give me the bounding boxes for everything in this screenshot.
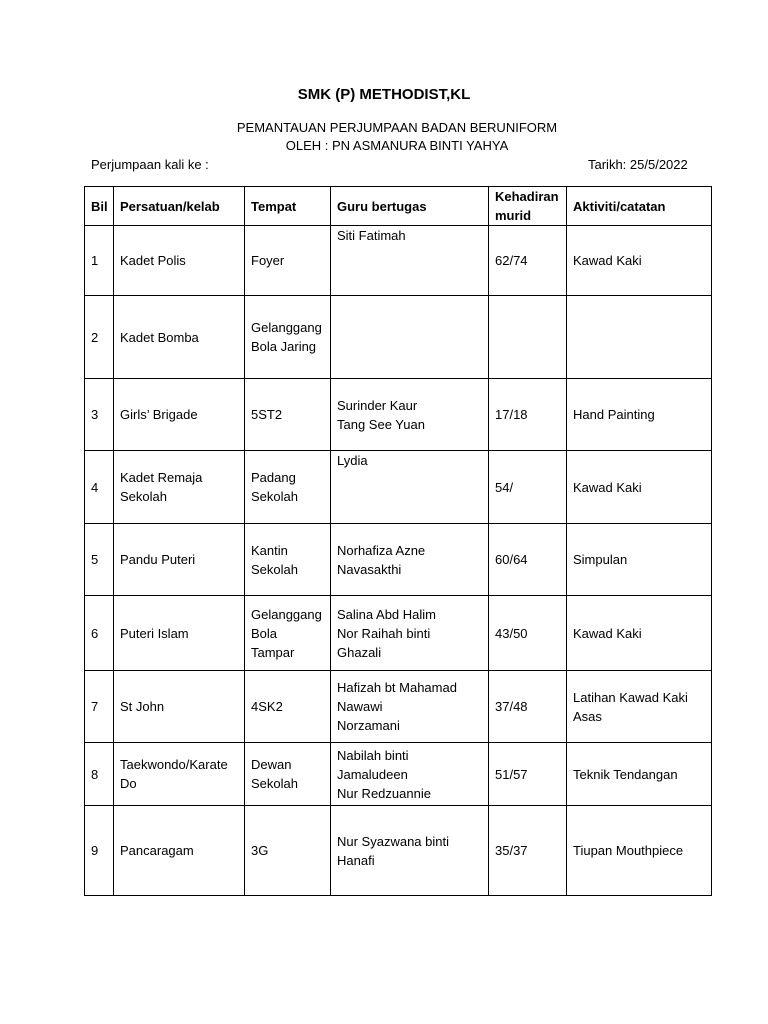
cell-aktiviti-line: Teknik Tendangan: [573, 766, 678, 782]
cell-guru-line: Norzamani: [337, 718, 400, 733]
cell-aktiviti-line: Kawad Kaki: [573, 625, 642, 641]
cell-kehadiran: 60/64: [489, 524, 567, 596]
cell-guru-line: Jamaludeen: [337, 766, 408, 782]
cell-kehadiran: 54/: [489, 451, 567, 524]
cell-persatuan-line: St John: [120, 699, 165, 714]
cell-guru-line: Nur Redzuannie: [337, 785, 431, 801]
table-row: [85, 226, 712, 296]
cell-persatuan-line: Kadet Polis: [120, 253, 186, 268]
cell-persatuan-line: Puteri Islam: [120, 625, 189, 641]
cell-tempat: [245, 524, 331, 596]
cell-tempat-line: Gelanggang: [251, 606, 322, 622]
cell-kehadiran: [489, 296, 567, 379]
cell-guru-line: Navasakthi: [337, 561, 402, 577]
cell-aktiviti-line: Asas: [573, 708, 602, 724]
column-header-aktiviti: Aktiviti/catatan: [567, 187, 712, 226]
cell-kehadiran: 62/74: [489, 226, 567, 296]
cell-guru: [331, 226, 489, 296]
cell-tempat-line: Padang: [251, 470, 296, 485]
table-row: [85, 671, 712, 743]
cell-persatuan-line: Pancaragam: [120, 843, 194, 858]
cell-guru-line: Tang See Yuan: [337, 416, 425, 432]
cell-guru-line: Lydia: [337, 453, 368, 468]
cell-aktiviti: [567, 451, 712, 524]
table-row: [85, 806, 712, 896]
table-body: [85, 226, 712, 896]
school-title: SMK (P) METHODIST,KL: [297, 86, 471, 103]
cell-persatuan-line: Do: [120, 776, 137, 791]
cell-persatuan-line: Pandu Puteri: [120, 552, 196, 567]
cell-guru: [331, 596, 489, 671]
date-label: Tarikh: 25/5/2022: [588, 157, 688, 172]
cell-tempat-line: Tampar: [251, 644, 295, 660]
cell-guru-line: Nabilah binti: [337, 747, 409, 763]
cell-bil: 3: [85, 379, 114, 451]
cell-tempat-line: Dewan: [251, 757, 292, 772]
column-header-guru: Guru bertugas: [331, 187, 489, 226]
cell-bil: 8: [85, 743, 114, 806]
cell-persatuan: [114, 226, 245, 296]
cell-guru-line: Surinder Kaur: [337, 397, 418, 413]
column-header-kehadiran: Kehadiran murid: [489, 187, 567, 226]
cell-persatuan-line: Girls’ Brigade: [120, 407, 198, 422]
cell-persatuan-line: Kadet Remaja: [120, 470, 203, 485]
cell-persatuan: [114, 806, 245, 896]
cell-aktiviti: [567, 743, 712, 806]
cell-bil: 1: [85, 226, 114, 296]
cell-tempat-line: Sekolah: [251, 489, 298, 504]
cell-persatuan-line: Sekolah: [120, 489, 167, 504]
cell-aktiviti: [567, 296, 712, 379]
cell-persatuan: [114, 379, 245, 451]
cell-guru: [331, 743, 489, 806]
cell-persatuan: [114, 296, 245, 379]
cell-aktiviti-line: Tiupan Mouthpiece: [573, 843, 684, 858]
cell-aktiviti: [567, 806, 712, 896]
cell-aktiviti-line: Kawad Kaki: [573, 253, 642, 268]
cell-aktiviti: [567, 524, 712, 596]
table-row: [85, 596, 712, 671]
cell-guru-line: Hanafi: [337, 852, 375, 868]
cell-kehadiran: 17/18: [489, 379, 567, 451]
cell-bil: 4: [85, 451, 114, 524]
cell-aktiviti-line: Hand Painting: [573, 407, 655, 422]
cell-persatuan: [114, 451, 245, 524]
cell-guru: [331, 806, 489, 896]
table-header-row: [85, 187, 712, 226]
cell-guru: [331, 296, 489, 379]
officer-line: OLEH : PN ASMANURA BINTI YAHYA: [285, 138, 509, 153]
meeting-number-label: Perjumpaan kali ke :: [91, 157, 209, 172]
cell-persatuan-line: Kadet Bomba: [120, 329, 199, 345]
column-header-tempat: Tempat: [245, 187, 331, 226]
cell-tempat: [245, 806, 331, 896]
table-row: [85, 296, 712, 379]
cell-tempat-line: Bola: [251, 625, 278, 641]
cell-kehadiran: 37/48: [489, 671, 567, 743]
cell-guru-line: Hafizah bt Mahamad: [337, 680, 457, 695]
cell-tempat: [245, 743, 331, 806]
table-row: [85, 379, 712, 451]
cell-kehadiran: 51/57: [489, 743, 567, 806]
cell-guru-line: Nur Syazwana binti: [337, 833, 449, 849]
cell-tempat: [245, 226, 331, 296]
cell-persatuan: [114, 743, 245, 806]
cell-guru: [331, 379, 489, 451]
cell-tempat: [245, 596, 331, 671]
table-row: [85, 451, 712, 524]
cell-tempat-line: 3G: [251, 843, 269, 858]
column-header-persatuan: Persatuan/kelab: [114, 187, 245, 226]
cell-guru-line: Nor Raihah binti: [337, 625, 431, 641]
cell-tempat-line: Kantin: [251, 542, 288, 558]
cell-persatuan: [114, 596, 245, 671]
cell-persatuan: [114, 524, 245, 596]
cell-tempat: [245, 451, 331, 524]
cell-guru: [331, 451, 489, 524]
cell-bil: 5: [85, 524, 114, 596]
cell-tempat: [245, 671, 331, 743]
cell-tempat-line: Sekolah: [251, 561, 298, 577]
cell-kehadiran: 35/37: [489, 806, 567, 896]
cell-guru-line: Salina Abd Halim: [337, 606, 436, 622]
cell-guru: [331, 671, 489, 743]
column-header-bil: Bil: [85, 187, 114, 226]
attendance-table: [84, 186, 712, 896]
cell-bil: 9: [85, 806, 114, 896]
table-row: [85, 743, 712, 806]
cell-tempat-line: Foyer: [251, 253, 285, 268]
cell-aktiviti: [567, 379, 712, 451]
cell-aktiviti: [567, 671, 712, 743]
cell-aktiviti-line: Simpulan: [573, 552, 628, 567]
cell-tempat-line: 4SK2: [251, 699, 283, 714]
cell-guru-line: Ghazali: [337, 644, 382, 660]
cell-tempat-line: Sekolah: [251, 776, 298, 791]
cell-guru-line: Siti Fatimah: [337, 228, 406, 243]
cell-aktiviti-line: Kawad Kaki: [573, 479, 642, 495]
table-row: [85, 524, 712, 596]
cell-bil: 7: [85, 671, 114, 743]
cell-tempat: [245, 296, 331, 379]
cell-persatuan: [114, 671, 245, 743]
cell-bil: 2: [85, 296, 114, 379]
cell-tempat-line: 5ST2: [251, 407, 283, 422]
cell-tempat-line: Bola Jaring: [251, 339, 317, 354]
cell-aktiviti: [567, 596, 712, 671]
cell-guru-line: Nawawi: [337, 699, 383, 714]
cell-aktiviti: [567, 226, 712, 296]
cell-kehadiran: 43/50: [489, 596, 567, 671]
cell-tempat: [245, 379, 331, 451]
report-subtitle: PEMANTAUAN PERJUMPAAN BADAN BERUNIFORM: [236, 120, 558, 135]
cell-bil: 6: [85, 596, 114, 671]
cell-aktiviti-line: Latihan Kawad Kaki: [573, 689, 688, 705]
cell-guru-line: Norhafiza Azne: [337, 542, 426, 558]
cell-tempat-line: Gelanggang: [251, 320, 322, 335]
cell-persatuan-line: Taekwondo/Karate: [120, 757, 228, 772]
cell-guru: [331, 524, 489, 596]
